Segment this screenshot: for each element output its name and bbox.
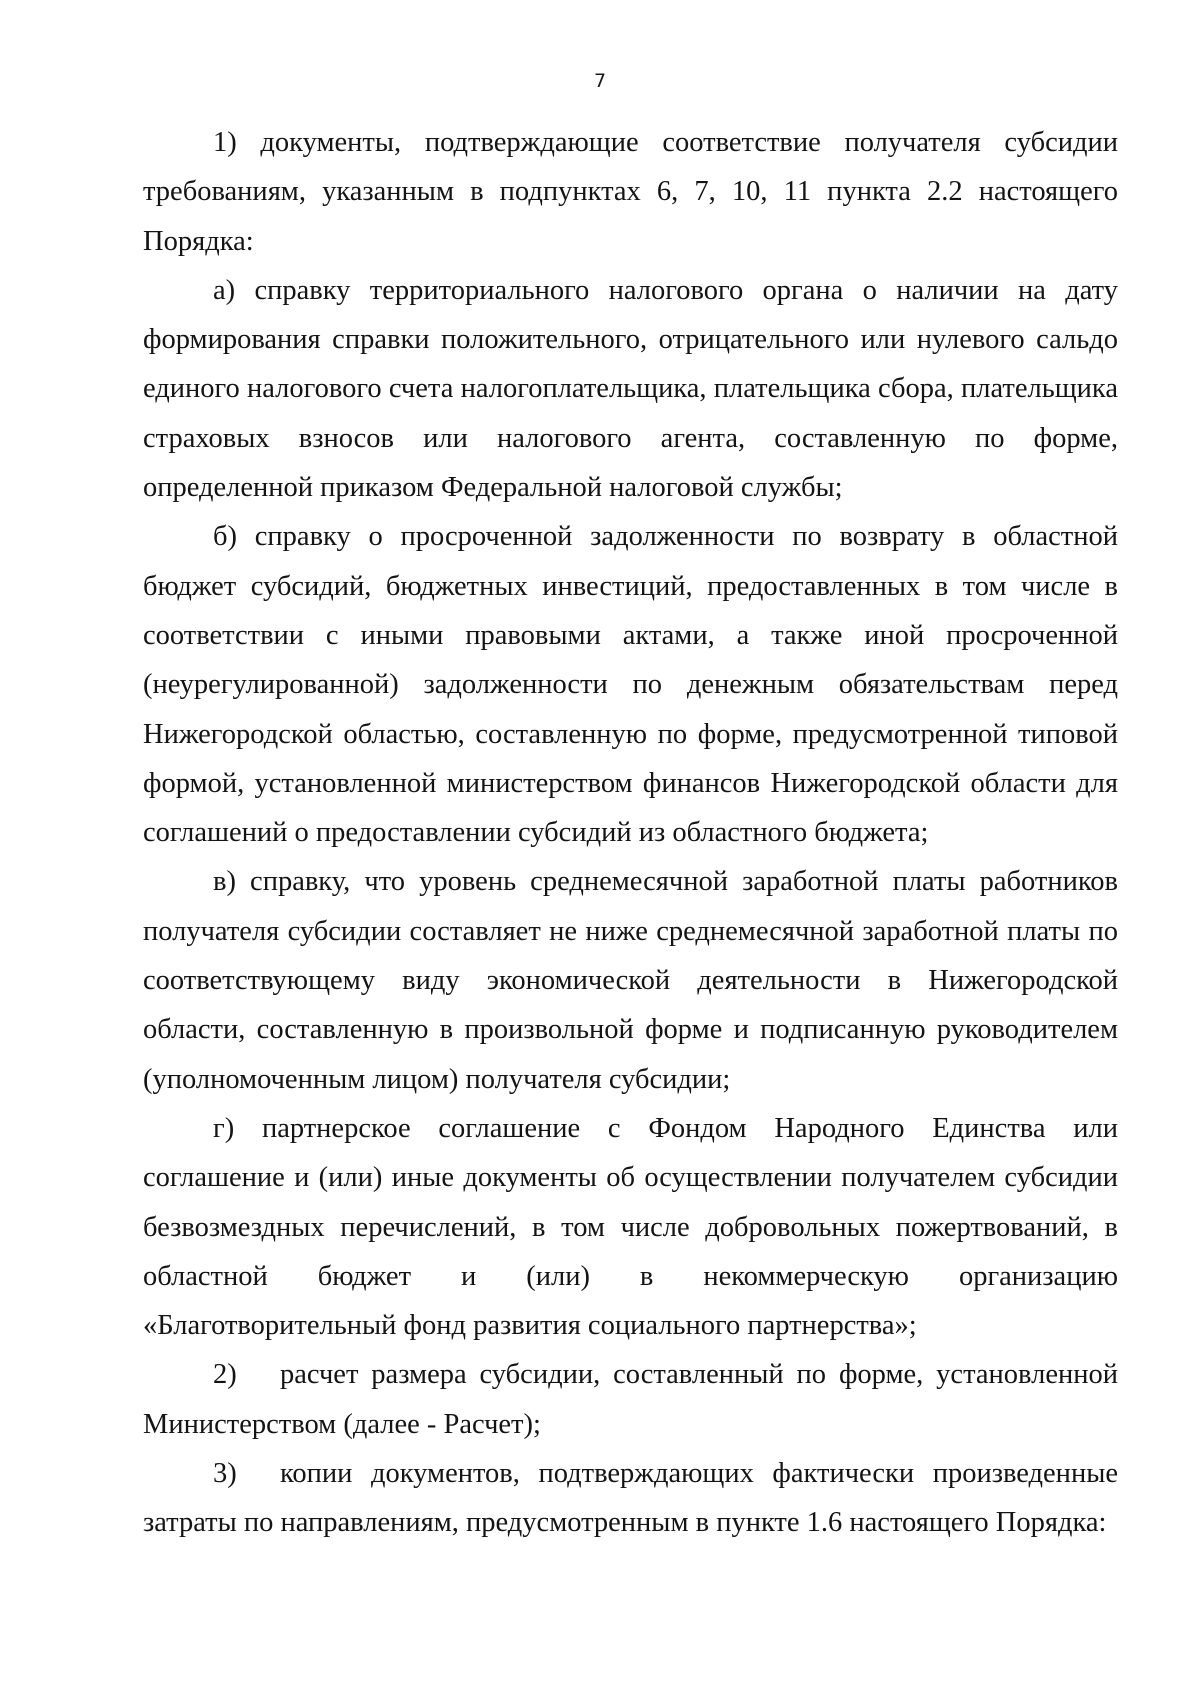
paragraph-item-g: г) партнерское соглашение с Фондом Народного Единства или соглашение и (или) иные документы об осуществлении получателем субсидии безвозмездных перечислений, в том числе добровольных пожертвований, в областной бюджет и (или) в некоммерческую организацию «Благотворительный фонд развития социального партнерства»; (143, 1112, 1118, 1342)
paragraph-item-v: в) справку, что уровень среднемесячной заработной платы работников получателя субсидии составляет не ниже среднемесячной заработной платы по соответствующему виду экономической деятельности в Нижегородской области, составленную в произвольной форме и подписанную руководителем (уполномоченным лицом) получателя субсидии; (143, 866, 1118, 1095)
paragraph-item-2-text: расчет размера субсидии, составленный по форме, установленной (280, 1359, 1118, 1391)
paragraph-item-b: б) справку о просроченной задолженности по возврату в областной бюджет субсидий, бюджетных инвестиций, предоставленных в том числе в соответствии с иными правовыми актами, а также иной просроченной (неурегулированной) задолженности по денежным обязательствам перед Нижегородской областью, составленную по форме, предусмотренной типовой формой, установленной министерством финансов Нижегородской области для соглашений о предоставлении субсидий из областного бюджета; (143, 521, 1118, 849)
paragraph-item-2-first-line (143, 1350, 1118, 1399)
paragraph-item-1: 1) документы, подтверждающие соответствие получателя субсидии требованиям, указанным в подпунктах 6, 7, 10, 11 пункта 2.2 настоящего Порядка: (143, 127, 1118, 257)
paragraph-item-2-continuation: Министерством (далее - Расчет); (143, 1408, 541, 1440)
paragraph-item-3-first-line (143, 1449, 1118, 1498)
paragraph-item-3-text: копии документов, подтверждающих фактически произведенные (280, 1458, 1118, 1490)
document-body (143, 118, 1118, 1548)
paragraph-item-a: а) справку территориального налогового органа о наличии на дату формирования справки положительного, отрицательного или нулевого сальдо единого налогового счета налогоплательщика, плательщика сбора, плательщика страховых взносов или налогового агента, составленную по форме, определенной приказом Федеральной налоговой службы; (143, 274, 1118, 504)
paragraph-item-3-continuation: затраты по направлениям, предусмотренным в пункте 1.6 настоящего Порядка: (143, 1507, 1107, 1539)
paragraph-number-3: 3) (213, 1458, 237, 1490)
page-number: 7 (593, 70, 607, 92)
paragraph-number-2: 2) (213, 1359, 237, 1391)
